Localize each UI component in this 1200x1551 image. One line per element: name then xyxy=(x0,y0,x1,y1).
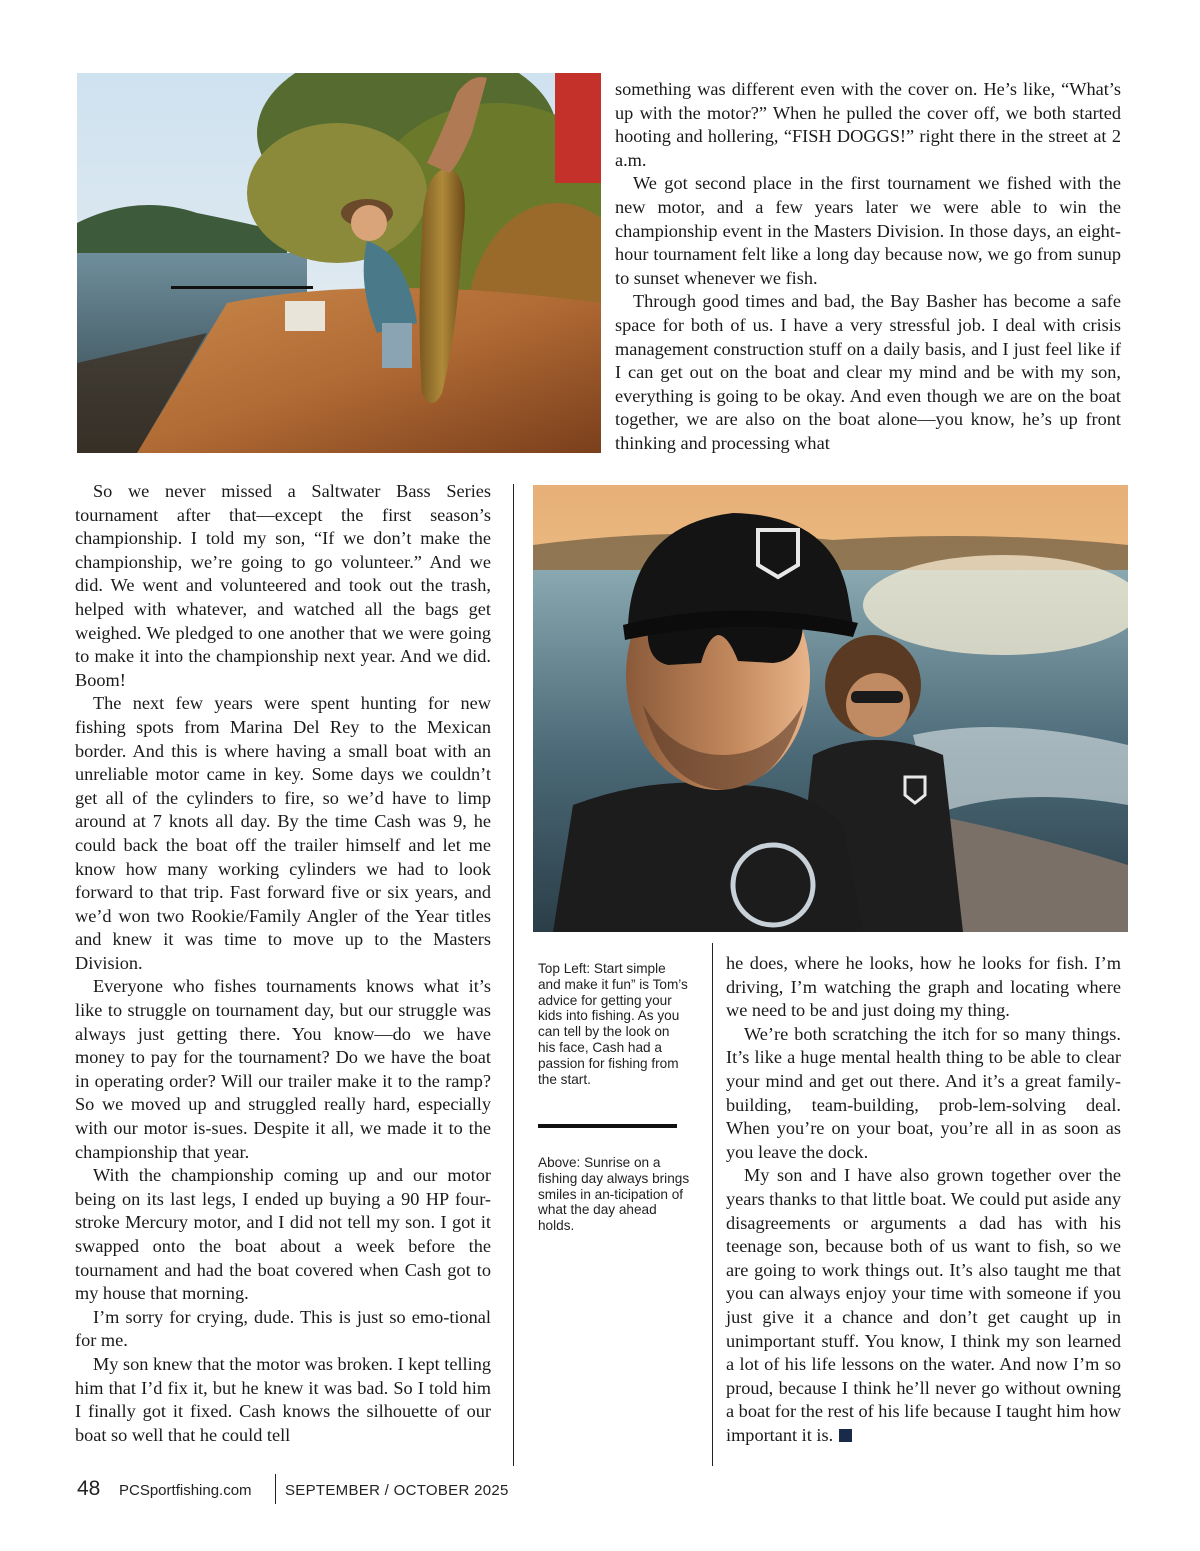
paragraph: So we never missed a Saltwater Bass Series tournament after that—except the first season’s championship. I told my son, “If we don’t make the championship, we’re going to go volunteer.” And we did. We went and volunteered and took out the trash, helped with whatever, and watched all the bags get weighed. We pledged to one another that we were going to make it into the championship next year. And we did. Boom! xyxy=(75,481,491,690)
paragraph: I’m sorry for crying, dude. This is just so emo-tional for me. xyxy=(75,1306,491,1351)
article-column-top-right xyxy=(615,78,1121,456)
article-column-bottom-right xyxy=(726,952,1121,1447)
father-son-boat-sunrise-photo xyxy=(533,485,1128,932)
footer-issue: SEPTEMBER / OCTOBER 2025 xyxy=(285,1482,509,1499)
paragraph: Through good times and bad, the Bay Basher has become a safe space for both of us. I have a very stressful job. I deal with crisis management construction stuff on a daily basis, and I just feel like if I can get out on the boat and clear my mind and be with my son, everything is going to be okay. And even though we are on the boat together, we are also on the boat alone—you know, he’s up front thinking and processing what xyxy=(615,291,1121,453)
paragraph: We’re both scratching the itch for so many things. It’s like a huge mental health thing to be able to clear your mind and get out there. And it’s a great family-building, team-building, prob-lem-solving deal. When you’re on your boat, you’re all in as soon as you leave the dock. xyxy=(726,1023,1121,1162)
paragraph: he does, where he looks, how he looks for fish. I’m driving, I’m watching the graph and locating where we need to be and just doing my thing. xyxy=(726,953,1121,1021)
paragraph: We got second place in the first tournament we fished with the new motor, and a few years later we were able to win the championship event in the Masters Division. In those days, an eight-hour tournament felt like a long day because now, we go from sunup to sunset whenever we fish. xyxy=(615,173,1121,288)
paragraph-final xyxy=(726,1164,1121,1447)
column-divider xyxy=(712,943,713,1466)
column-divider xyxy=(513,484,514,1466)
caption-divider xyxy=(538,1124,677,1128)
boy-holding-catfish-photo xyxy=(77,73,601,453)
photo-caption-above: Above: Sunrise on a fishing day always brings smiles in an-ticipation of what the day ahead holds. xyxy=(538,1155,690,1234)
paragraph: something was different even with the cover on. He’s like, “What’s up with the motor?” When he pulled the cover off, we both started hooting and hollering, “FISH DOGGS!” right there in the street at 2 a.m. xyxy=(615,79,1121,170)
paragraph-final-text: My son and I have also grown together over the years thanks to that little boat. We could put aside any disagreements or arguments a dad has with his teenage son, because both of us want to fish, so we are going to work things out. It’s also taught me that you can always enjoy your time with someone if you just give it a chance and don’t get caught up in unimportant stuff. You know, I think my son learned a lot of his life lessons on the water. And now I’m so proud, because I think he’ll never go without owning a boat for the rest of his life because I taught him how important it is. xyxy=(726,1165,1121,1445)
paragraph: My son knew that the motor was broken. I kept telling him that I’d fix it, but he knew it was bad. So I told him I finally got it fixed. Cash knows the silhouette of our boat so well that he could tell xyxy=(75,1353,491,1445)
footer-divider xyxy=(275,1474,276,1504)
photo-caption-top-left: Top Left: Start simple and make it fun” is Tom’s advice for getting your kids into fishing. As you can tell by the look on his face, Cash had a passion for fishing from the start. xyxy=(538,961,688,1087)
paragraph: Everyone who fishes tournaments knows what it’s like to struggle on tournament day, but our struggle was always just getting there. You know—do we have money to pay for the tournament? Do we have the boat in operating order? Will our trailer make it to the ramp? So we moved up and struggled really hard, especially with our motor is-sues. Despite it all, we made it to the championship that year. xyxy=(75,976,491,1162)
page-number: 48 xyxy=(77,1477,101,1500)
paragraph: The next few years were spent hunting for new fishing spots from Marina Del Rey to the Mexican border. And this is where having a small boat with an unreliable motor came in key. Some days we couldn’t get all of the cylinders to fire, so we’d have to limp around at 7 knots all day. By the time Cash was 9, he could back the boat off the trailer himself and let me know how many working cylinders we had to look forward to that trip. Fast forward five or six years, and we’d won two Rookie/Family Angler of the Year titles and knew it was time to move up to the Masters Division. xyxy=(75,693,491,973)
footer-site: PCSportfishing.com xyxy=(119,1482,252,1499)
end-of-article-mark xyxy=(839,1429,852,1442)
article-column-left xyxy=(75,480,491,1447)
paragraph: With the championship coming up and our motor being on its last legs, I ended up buying a 90 HP four-stroke Mercury motor, and I did not tell my son. I got it swapped onto the boat about a week before the tournament and had the boat covered when Cash got to my house that morning. xyxy=(75,1165,491,1304)
